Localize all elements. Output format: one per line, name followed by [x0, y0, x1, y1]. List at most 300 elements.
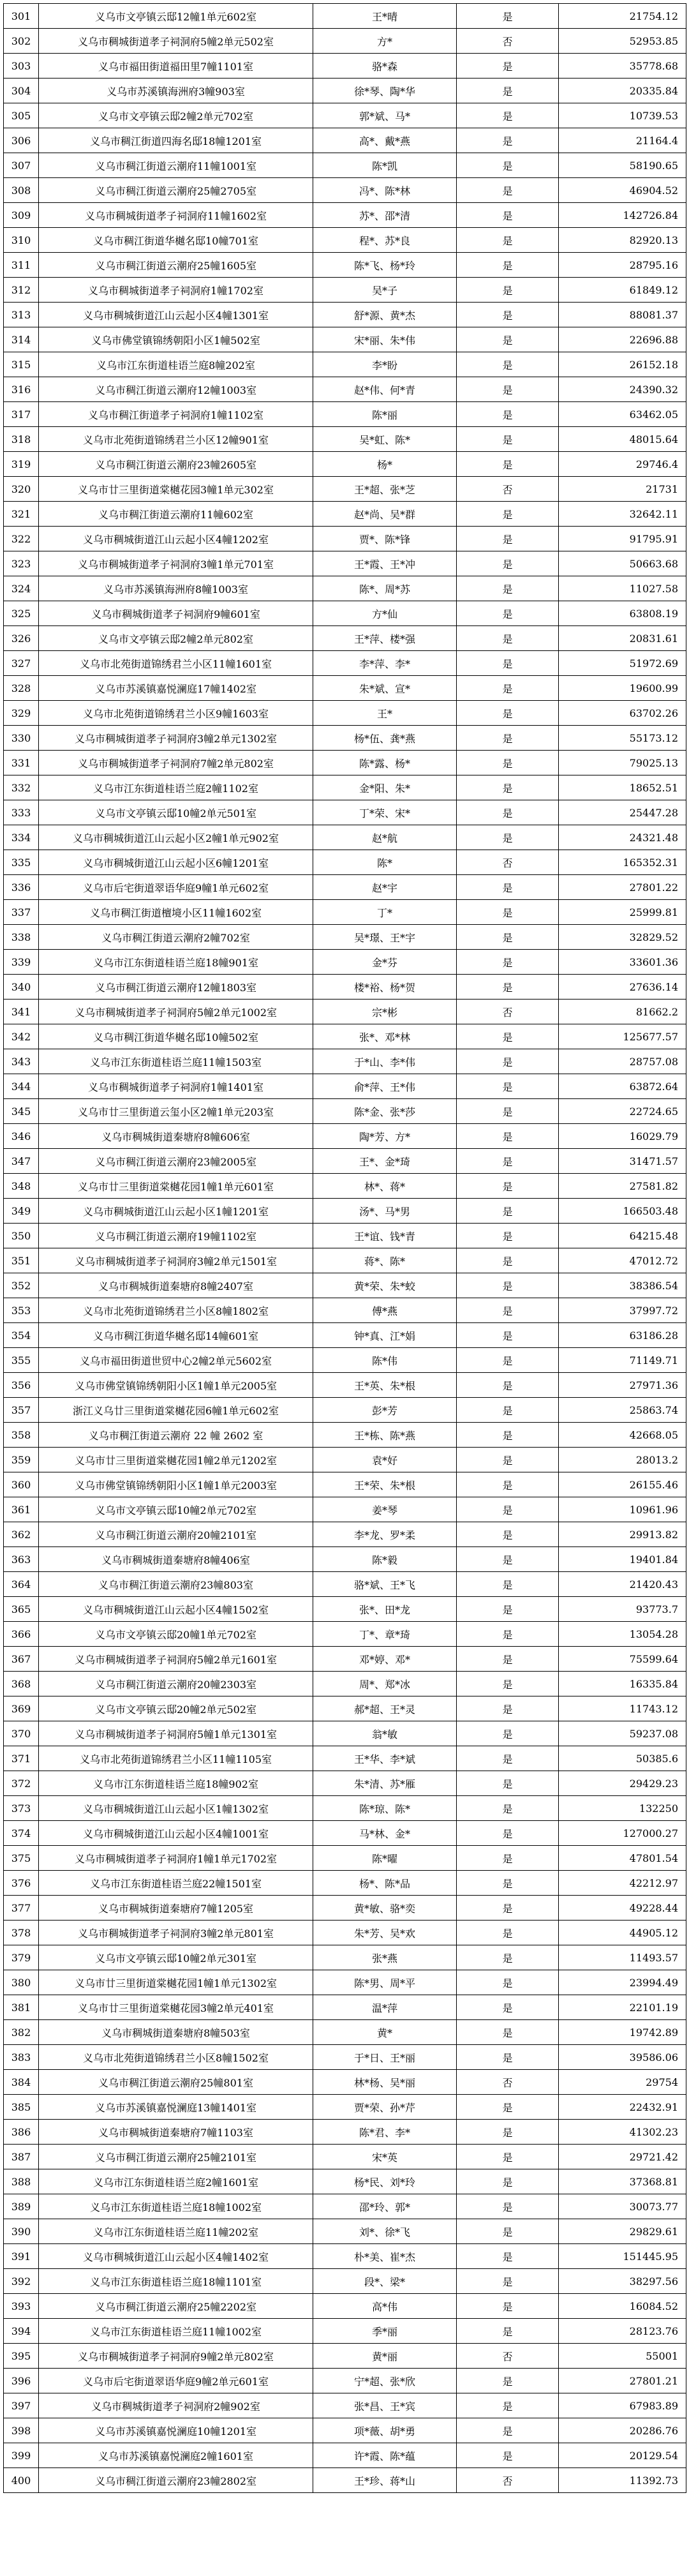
table-row [4, 900, 686, 925]
owner-name-cell: 俞*萍、王*伟 [313, 1074, 457, 1099]
row-number: 342 [4, 1024, 39, 1049]
row-number: 400 [4, 2468, 39, 2493]
amount-cell: 27581.82 [559, 1174, 686, 1199]
table-row [4, 2294, 686, 2319]
amount-cell: 32829.52 [559, 925, 686, 950]
row-number: 328 [4, 676, 39, 701]
amount-cell: 22724.65 [559, 1099, 686, 1124]
owner-name-cell: 徐*琴、陶*华 [313, 79, 457, 103]
amount-cell: 125677.57 [559, 1024, 686, 1049]
amount-cell: 47801.54 [559, 1846, 686, 1871]
status-cell: 是 [457, 775, 559, 800]
table-row [4, 1149, 686, 1174]
address-cell: 义乌市北苑街道锦绣君兰小区12幢901室 [39, 427, 313, 452]
amount-cell: 50663.68 [559, 551, 686, 576]
address-cell: 浙江义乌廿三里街道棠樾花园6幢1单元602室 [39, 1398, 313, 1423]
amount-cell: 25999.81 [559, 900, 686, 925]
owner-name-cell: 彭*芳 [313, 1398, 457, 1423]
owner-name-cell: 张*、田*龙 [313, 1597, 457, 1622]
status-cell: 是 [457, 103, 559, 128]
row-number: 346 [4, 1124, 39, 1149]
owner-name-cell: 王*英、朱*根 [313, 1373, 457, 1398]
row-number: 341 [4, 1000, 39, 1024]
owner-name-cell: 程*、苏*良 [313, 228, 457, 253]
amount-cell: 10961.96 [559, 1497, 686, 1522]
table-row [4, 1771, 686, 1796]
row-number: 353 [4, 1298, 39, 1323]
status-cell: 是 [457, 1024, 559, 1049]
address-cell: 义乌市江东街道桂语兰庭22幢1501室 [39, 1871, 313, 1896]
address-cell: 义乌市稠江街道云潮府25幢2101室 [39, 2145, 313, 2169]
amount-cell: 142726.84 [559, 203, 686, 228]
owner-name-cell: 杨*民、刘*玲 [313, 2169, 457, 2194]
address-cell: 义乌市江东街道桂语兰庭2幢1601室 [39, 2169, 313, 2194]
row-number: 325 [4, 601, 39, 626]
table-row [4, 2145, 686, 2169]
status-cell: 是 [457, 2418, 559, 2443]
table-row [4, 551, 686, 576]
status-cell: 是 [457, 2194, 559, 2219]
status-cell: 是 [457, 1149, 559, 1174]
owner-name-cell: 赵*尚、吴*群 [313, 502, 457, 527]
row-number: 355 [4, 1348, 39, 1373]
table-row [4, 1398, 686, 1423]
amount-cell: 26152.18 [559, 352, 686, 377]
row-number: 318 [4, 427, 39, 452]
owner-name-cell: 宋*英 [313, 2145, 457, 2169]
amount-cell: 93773.7 [559, 1597, 686, 1622]
amount-cell: 28795.16 [559, 253, 686, 278]
row-number: 327 [4, 651, 39, 676]
status-cell: 是 [457, 402, 559, 427]
table-row [4, 54, 686, 79]
status-cell: 否 [457, 477, 559, 502]
status-cell: 是 [457, 1846, 559, 1871]
table-row [4, 1224, 686, 1248]
address-cell: 义乌市稠江街道云潮府11幢1001室 [39, 153, 313, 178]
row-number: 369 [4, 1696, 39, 1721]
address-cell: 义乌市稠江街道云潮府 22 幢 2602 室 [39, 1423, 313, 1448]
status-cell: 是 [457, 178, 559, 203]
address-cell: 义乌市廿三里街道棠樾花园1幢2单元1202室 [39, 1448, 313, 1472]
table-row [4, 601, 686, 626]
table-row [4, 1647, 686, 1672]
address-cell: 义乌市江东街道桂语兰庭11幢202室 [39, 2219, 313, 2244]
owner-name-cell: 丁*荣、宋* [313, 800, 457, 825]
row-number: 331 [4, 751, 39, 775]
row-number: 309 [4, 203, 39, 228]
address-cell: 义乌市稠城街道秦塘府7幢1205室 [39, 1896, 313, 1921]
row-number: 388 [4, 2169, 39, 2194]
address-cell: 义乌市稠城街道孝子祠洞府3幢2单元801室 [39, 1921, 313, 1945]
row-number: 389 [4, 2194, 39, 2219]
row-number: 381 [4, 1995, 39, 2020]
table-row [4, 1995, 686, 2020]
row-number: 315 [4, 352, 39, 377]
amount-cell: 50385.6 [559, 1746, 686, 1771]
status-cell: 是 [457, 1298, 559, 1323]
address-cell: 义乌市北苑街道锦绣君兰小区8幢1802室 [39, 1298, 313, 1323]
row-number: 358 [4, 1423, 39, 1448]
row-number: 349 [4, 1199, 39, 1224]
amount-cell: 44905.12 [559, 1921, 686, 1945]
address-cell: 义乌市稠城街道秦塘府7幢1103室 [39, 2120, 313, 2145]
address-cell: 义乌市稠江街道云潮府25幢2202室 [39, 2294, 313, 2319]
table-row [4, 1896, 686, 1921]
status-cell: 是 [457, 1970, 559, 1995]
row-number: 305 [4, 103, 39, 128]
status-cell: 否 [457, 2070, 559, 2095]
table-row [4, 1970, 686, 1995]
owner-name-cell: 袁*好 [313, 1448, 457, 1472]
amount-cell: 20831.61 [559, 626, 686, 651]
status-cell: 是 [457, 1398, 559, 1423]
address-cell: 义乌市文亭镇云邸12幢1单元602室 [39, 4, 313, 29]
address-cell: 义乌市文亭镇云邸2幢2单元702室 [39, 103, 313, 128]
owner-name-cell: 金*芬 [313, 950, 457, 975]
amount-cell: 21164.4 [559, 128, 686, 153]
amount-cell: 88081.37 [559, 303, 686, 327]
status-cell: 是 [457, 2244, 559, 2269]
amount-cell: 27801.22 [559, 875, 686, 900]
status-cell: 是 [457, 1796, 559, 1821]
table-row [4, 925, 686, 950]
owner-name-cell: 陈*露、杨* [313, 751, 457, 775]
table-row [4, 2319, 686, 2344]
table-row [4, 29, 686, 54]
row-number: 354 [4, 1323, 39, 1348]
amount-cell: 63186.28 [559, 1323, 686, 1348]
status-cell: 是 [457, 900, 559, 925]
address-cell: 义乌市稠江街道檀境小区11幢1602室 [39, 900, 313, 925]
address-cell: 义乌市稠城街道江山云起小区4幢1502室 [39, 1597, 313, 1622]
address-cell: 义乌市福田街道世贸中心2幢2单元5602室 [39, 1348, 313, 1373]
owner-name-cell: 林*杨、吴*丽 [313, 2070, 457, 2095]
address-cell: 义乌市文亭镇云邸20幢2单元502室 [39, 1696, 313, 1721]
status-cell: 是 [457, 427, 559, 452]
row-number: 363 [4, 1547, 39, 1572]
status-cell: 是 [457, 1721, 559, 1746]
amount-cell: 42212.97 [559, 1871, 686, 1896]
amount-cell: 49228.44 [559, 1896, 686, 1921]
row-number: 360 [4, 1472, 39, 1497]
row-number: 326 [4, 626, 39, 651]
amount-cell: 63462.05 [559, 402, 686, 427]
status-cell: 是 [457, 576, 559, 601]
owner-name-cell: 陶*芳、方* [313, 1124, 457, 1149]
table-row [4, 1348, 686, 1373]
address-cell: 义乌市稠城街道秦塘府8幢606室 [39, 1124, 313, 1149]
row-number: 396 [4, 2369, 39, 2393]
table-row [4, 253, 686, 278]
amount-cell: 22432.91 [559, 2095, 686, 2120]
status-cell: 是 [457, 452, 559, 477]
address-cell: 义乌市稠城街道孝子祠洞府7幢2单元802室 [39, 751, 313, 775]
status-cell: 是 [457, 2269, 559, 2294]
row-number: 378 [4, 1921, 39, 1945]
amount-cell: 81662.2 [559, 1000, 686, 1024]
table-row [4, 775, 686, 800]
owner-name-cell: 陈*伟 [313, 1348, 457, 1373]
row-number: 370 [4, 1721, 39, 1746]
owner-name-cell: 于*山、李*伟 [313, 1049, 457, 1074]
row-number: 345 [4, 1099, 39, 1124]
amount-cell: 58190.65 [559, 153, 686, 178]
amount-cell: 23994.49 [559, 1970, 686, 1995]
owner-name-cell: 朱*清、苏*雁 [313, 1771, 457, 1796]
status-cell: 是 [457, 1348, 559, 1373]
table-row [4, 427, 686, 452]
status-cell: 是 [457, 2219, 559, 2244]
status-cell: 是 [457, 651, 559, 676]
amount-cell: 22101.19 [559, 1995, 686, 2020]
status-cell: 是 [457, 800, 559, 825]
table-row [4, 452, 686, 477]
table-row [4, 402, 686, 427]
owner-name-cell: 郝*超、王*灵 [313, 1696, 457, 1721]
address-cell: 义乌市江东街道桂语兰庭18幢1002室 [39, 2194, 313, 2219]
address-cell: 义乌市稠城街道孝子祠洞府1幢1单元1702室 [39, 1846, 313, 1871]
table-row [4, 527, 686, 551]
owner-name-cell: 朴*美、崔*杰 [313, 2244, 457, 2269]
row-number: 372 [4, 1771, 39, 1796]
amount-cell: 26155.46 [559, 1472, 686, 1497]
table-row [4, 2269, 686, 2294]
owner-name-cell: 吴*子 [313, 278, 457, 303]
address-cell: 义乌市北苑街道锦绣君兰小区8幢1502室 [39, 2045, 313, 2070]
row-number: 365 [4, 1597, 39, 1622]
status-cell: 是 [457, 2369, 559, 2393]
status-cell: 是 [457, 2169, 559, 2194]
address-cell: 义乌市稠城街道孝子祠洞府3幢1单元701室 [39, 551, 313, 576]
owner-name-cell: 宁*超、张*欣 [313, 2369, 457, 2393]
address-cell: 义乌市稠城街道孝子祠洞府9幢601室 [39, 601, 313, 626]
table-row [4, 950, 686, 975]
table-row [4, 377, 686, 402]
owner-name-cell: 赵*伟、何*青 [313, 377, 457, 402]
status-cell: 是 [457, 1572, 559, 1597]
address-cell: 义乌市后宅街道翠语华庭9幢2单元601室 [39, 2369, 313, 2393]
row-number: 382 [4, 2020, 39, 2045]
amount-cell: 19600.99 [559, 676, 686, 701]
status-cell: 是 [457, 676, 559, 701]
amount-cell: 27636.14 [559, 975, 686, 1000]
row-number: 320 [4, 477, 39, 502]
owner-name-cell: 刘*、徐*飞 [313, 2219, 457, 2244]
row-number: 373 [4, 1796, 39, 1821]
row-number: 368 [4, 1672, 39, 1696]
amount-cell: 63872.64 [559, 1074, 686, 1099]
amount-cell: 31471.57 [559, 1149, 686, 1174]
owner-name-cell: 黄* [313, 2020, 457, 2045]
amount-cell: 20129.54 [559, 2443, 686, 2468]
address-cell: 义乌市文亭镇云邸10幢2单元702室 [39, 1497, 313, 1522]
address-cell: 义乌市稠城街道江山云起小区1幢1302室 [39, 1796, 313, 1821]
amount-cell: 48015.64 [559, 427, 686, 452]
owner-name-cell: 宋*丽、朱*伟 [313, 327, 457, 352]
owner-name-cell: 吴*虹、陈* [313, 427, 457, 452]
address-cell: 义乌市稠江街道云潮府20幢2303室 [39, 1672, 313, 1696]
amount-cell: 21420.43 [559, 1572, 686, 1597]
row-number: 357 [4, 1398, 39, 1423]
table-row [4, 1049, 686, 1074]
amount-cell: 63808.19 [559, 601, 686, 626]
status-cell: 是 [457, 327, 559, 352]
owner-name-cell: 周*、郑*冰 [313, 1672, 457, 1696]
amount-cell: 52953.85 [559, 29, 686, 54]
status-cell: 是 [457, 2095, 559, 2120]
status-cell: 是 [457, 502, 559, 527]
amount-cell: 37997.72 [559, 1298, 686, 1323]
table-row [4, 1497, 686, 1522]
row-number: 391 [4, 2244, 39, 2269]
amount-cell: 29754 [559, 2070, 686, 2095]
row-number: 316 [4, 377, 39, 402]
owner-name-cell: 于*日、王*丽 [313, 2045, 457, 2070]
table-row [4, 1174, 686, 1199]
owner-name-cell: 贾*荣、孙*芹 [313, 2095, 457, 2120]
owner-name-cell: 方* [313, 29, 457, 54]
table-row [4, 1746, 686, 1771]
amount-cell: 19401.84 [559, 1547, 686, 1572]
amount-cell: 13054.28 [559, 1622, 686, 1647]
row-number: 344 [4, 1074, 39, 1099]
owner-name-cell: 林*、蒋* [313, 1174, 457, 1199]
status-cell: 是 [457, 203, 559, 228]
owner-name-cell: 杨* [313, 452, 457, 477]
owner-name-cell: 王* [313, 701, 457, 726]
table-row [4, 1448, 686, 1472]
table-row [4, 1871, 686, 1896]
amount-cell: 22696.88 [559, 327, 686, 352]
row-number: 366 [4, 1622, 39, 1647]
table-row [4, 228, 686, 253]
address-cell: 义乌市稠江街道云潮府2幢702室 [39, 925, 313, 950]
amount-cell: 67983.89 [559, 2393, 686, 2418]
address-cell: 义乌市廿三里街道棠樾花园3幢1单元302室 [39, 477, 313, 502]
status-cell: 否 [457, 1000, 559, 1024]
amount-cell: 24321.48 [559, 825, 686, 850]
amount-cell: 166503.48 [559, 1199, 686, 1224]
table-row [4, 2344, 686, 2369]
address-cell: 义乌市北苑街道锦绣君兰小区11幢1105室 [39, 1746, 313, 1771]
address-cell: 义乌市稠江街道云潮府23幢2802室 [39, 2468, 313, 2493]
row-number: 347 [4, 1149, 39, 1174]
amount-cell: 30073.77 [559, 2194, 686, 2219]
status-cell: 否 [457, 2344, 559, 2369]
address-cell: 义乌市江东街道桂语兰庭18幢901室 [39, 950, 313, 975]
status-cell: 是 [457, 1124, 559, 1149]
address-cell: 义乌市稠城街道孝子祠洞府3幢2单元1501室 [39, 1248, 313, 1273]
table-row [4, 875, 686, 900]
status-cell: 是 [457, 875, 559, 900]
amount-cell: 32642.11 [559, 502, 686, 527]
status-cell: 是 [457, 1224, 559, 1248]
status-cell: 是 [457, 2020, 559, 2045]
address-cell: 义乌市文亭镇云邸20幢1单元702室 [39, 1622, 313, 1647]
owner-name-cell: 王*栋、陈*燕 [313, 1423, 457, 1448]
status-cell: 是 [457, 1497, 559, 1522]
owner-name-cell: 宗*彬 [313, 1000, 457, 1024]
amount-cell: 27971.36 [559, 1373, 686, 1398]
address-cell: 义乌市稠城街道孝子祠洞府5幢2单元1002室 [39, 1000, 313, 1024]
amount-cell: 91795.91 [559, 527, 686, 551]
owner-name-cell: 邵*玲、郭* [313, 2194, 457, 2219]
owner-name-cell: 陈*君、李* [313, 2120, 457, 2145]
owner-name-cell: 丁* [313, 900, 457, 925]
address-cell: 义乌市苏溪镇嘉悦澜庭2幢1601室 [39, 2443, 313, 2468]
table-row [4, 203, 686, 228]
status-cell: 是 [457, 950, 559, 975]
address-cell: 义乌市稠江街道云潮府25幢1605室 [39, 253, 313, 278]
owner-name-cell: 翁*敏 [313, 1721, 457, 1746]
address-cell: 义乌市稠城街道江山云起小区4幢1301室 [39, 303, 313, 327]
amount-cell: 82920.13 [559, 228, 686, 253]
owner-name-cell: 朱*斌、宣* [313, 676, 457, 701]
status-cell: 是 [457, 1622, 559, 1647]
status-cell: 是 [457, 1647, 559, 1672]
amount-cell: 39586.06 [559, 2045, 686, 2070]
address-cell: 义乌市稠城街道江山云起小区2幢1单元902室 [39, 825, 313, 850]
row-number: 379 [4, 1945, 39, 1970]
address-cell: 义乌市稠江街道华樾名邸14幢601室 [39, 1323, 313, 1348]
amount-cell: 165352.31 [559, 850, 686, 875]
row-number: 301 [4, 4, 39, 29]
owner-name-cell: 陈*、周*苏 [313, 576, 457, 601]
owner-name-cell: 王*珍、蒋*山 [313, 2468, 457, 2493]
owner-name-cell: 高*、戴*燕 [313, 128, 457, 153]
row-number: 329 [4, 701, 39, 726]
table-row [4, 2020, 686, 2045]
table-row [4, 651, 686, 676]
status-cell: 是 [457, 303, 559, 327]
row-number: 330 [4, 726, 39, 751]
owner-name-cell: 李*龙、罗*柔 [313, 1522, 457, 1547]
owner-name-cell: 楼*裕、杨*贺 [313, 975, 457, 1000]
owner-name-cell: 杨*、陈*品 [313, 1871, 457, 1896]
owner-name-cell: 陈*金、张*莎 [313, 1099, 457, 1124]
address-cell: 义乌市稠城街道秦塘府8幢503室 [39, 2020, 313, 2045]
row-number: 311 [4, 253, 39, 278]
address-cell: 义乌市佛堂镇锦绣朝阳小区1幢1单元2005室 [39, 1373, 313, 1398]
status-cell: 是 [457, 1472, 559, 1497]
amount-cell: 24390.32 [559, 377, 686, 402]
address-cell: 义乌市苏溪镇嘉悦澜庭10幢1201室 [39, 2418, 313, 2443]
owner-name-cell: 吴*璟、王*宇 [313, 925, 457, 950]
owner-name-cell: 陈*飞、杨*玲 [313, 253, 457, 278]
table-row [4, 1298, 686, 1323]
amount-cell: 11743.12 [559, 1696, 686, 1721]
row-number: 335 [4, 850, 39, 875]
table-row [4, 2369, 686, 2393]
address-cell: 义乌市佛堂镇锦绣朝阳小区1幢1单元2003室 [39, 1472, 313, 1497]
address-cell: 义乌市稠城街道江山云起小区4幢1402室 [39, 2244, 313, 2269]
owner-name-cell: 项*薇、胡*勇 [313, 2418, 457, 2443]
row-number: 384 [4, 2070, 39, 2095]
table-row [4, 1672, 686, 1696]
status-cell: 是 [457, 1423, 559, 1448]
address-cell: 义乌市江东街道桂语兰庭2幢1102室 [39, 775, 313, 800]
amount-cell: 20335.84 [559, 79, 686, 103]
table-row [4, 1373, 686, 1398]
row-number: 310 [4, 228, 39, 253]
amount-cell: 19742.89 [559, 2020, 686, 2045]
table-row [4, 1796, 686, 1821]
status-cell: 是 [457, 153, 559, 178]
owner-name-cell: 邓*婷、邓* [313, 1647, 457, 1672]
status-cell: 是 [457, 1273, 559, 1298]
amount-cell: 29429.23 [559, 1771, 686, 1796]
